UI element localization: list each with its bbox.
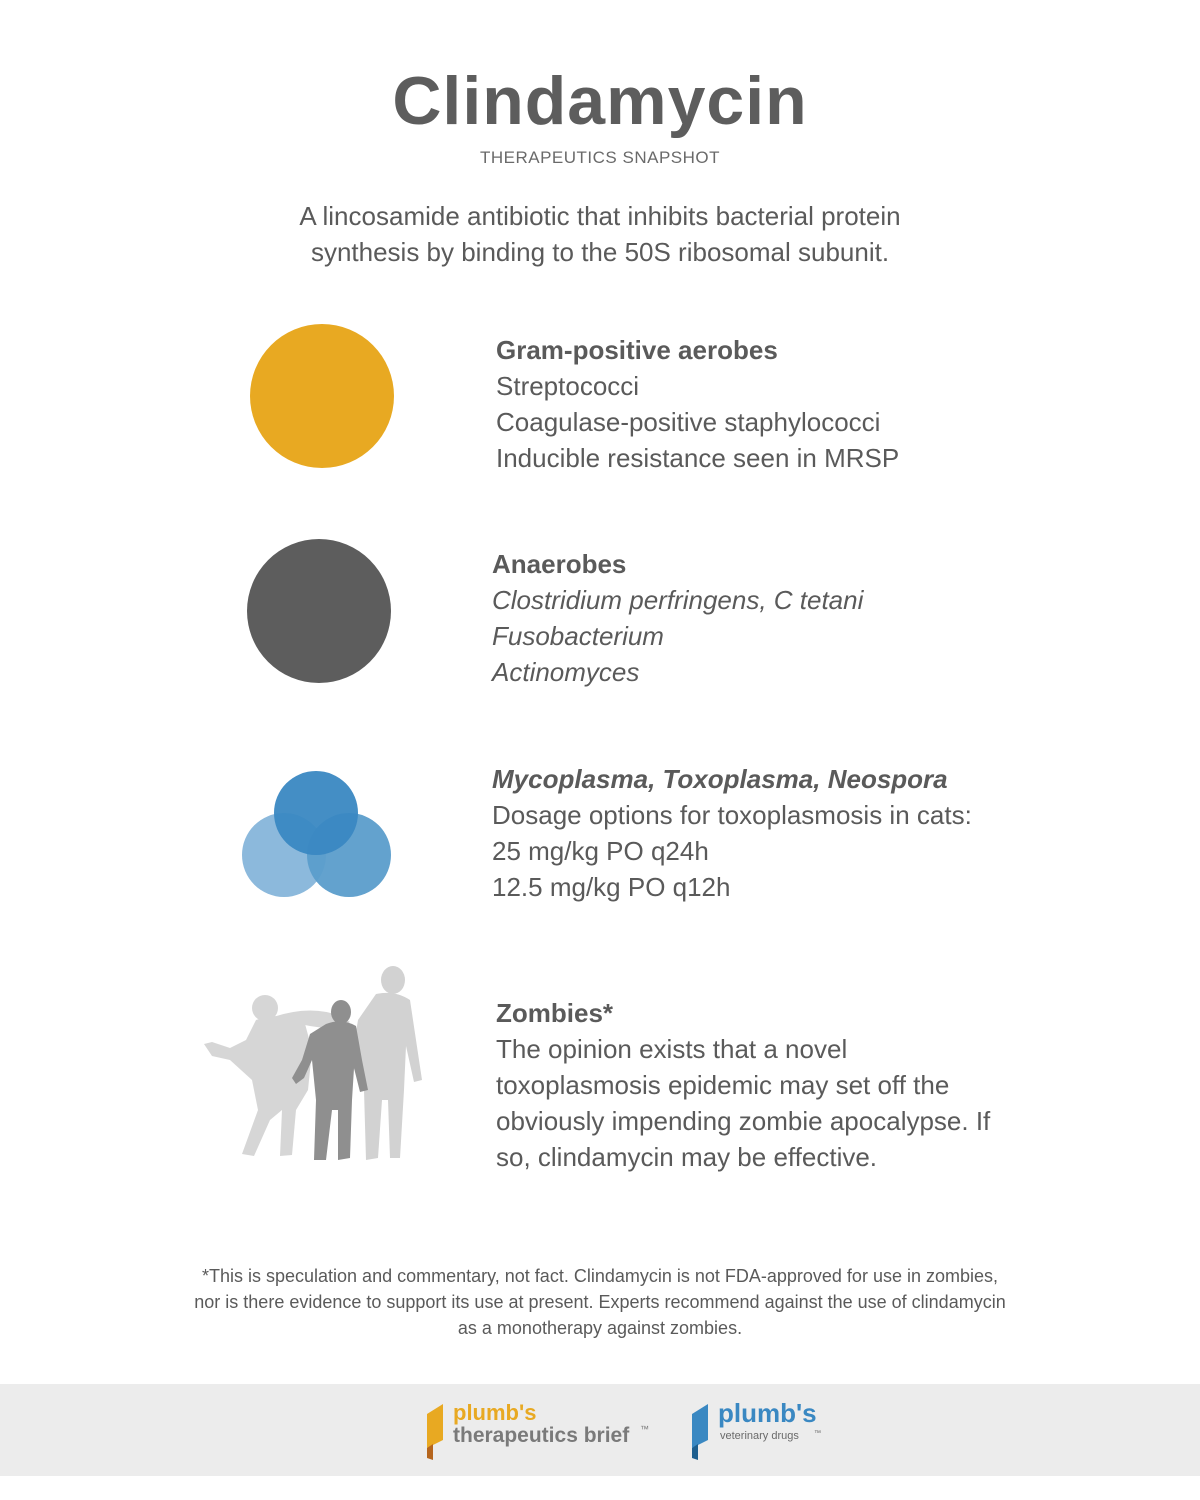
page-subtitle: THERAPEUTICS SNAPSHOT	[479, 148, 721, 167]
logo1-word2: therapeutics brief	[453, 1424, 630, 1447]
logo-mark-icon	[425, 1400, 445, 1460]
section-heading: Zombies*	[496, 998, 614, 1028]
logo2-word2: veterinary drugs	[720, 1430, 799, 1442]
section-line: Streptococci	[496, 371, 640, 401]
section-protozoa	[492, 761, 972, 905]
section-line: Actinomyces	[492, 657, 640, 687]
section-zombies	[496, 995, 990, 1175]
section-heading: Mycoplasma, Toxoplasma, Neospora	[492, 764, 948, 794]
section-line: 12.5 mg/kg PO q12h	[492, 872, 731, 902]
gray-circle-icon	[246, 538, 392, 684]
section-line: toxoplasmosis epidemic may set off the	[496, 1070, 950, 1100]
intro-text	[230, 198, 970, 270]
section-heading: Gram-positive aerobes	[496, 335, 778, 365]
section-line: so, clindamycin may be effective.	[496, 1142, 878, 1172]
section-line: Dosage options for toxoplasmosis in cats:	[492, 800, 972, 830]
section-anaerobes	[492, 546, 863, 690]
section-gram-positive	[496, 332, 899, 476]
intro-line: synthesis by binding to the 50S ribosomal subunit.	[310, 237, 890, 267]
footnote-line: as a monotherapy against zombies.	[457, 1318, 743, 1338]
footer-bar	[0, 1384, 1200, 1476]
footnote-line: *This is speculation and commentary, not fact. Clindamycin is not FDA-approved for use in zombies,	[201, 1266, 999, 1286]
zombies-icon	[200, 960, 430, 1175]
logo-mark-icon	[690, 1400, 710, 1460]
section-line: Coagulase-positive staphylococci	[496, 407, 881, 437]
section-line: obviously impending zombie apocalypse. If	[496, 1106, 991, 1136]
page-title: Clindamycin	[392, 63, 808, 139]
section-line: The opinion exists that a novel	[496, 1034, 848, 1064]
footnote-line: nor is there evidence to support its use at present. Experts recommend against the use of clindamycin	[194, 1292, 1006, 1312]
plumbs-therapeutics-brief-logo[interactable]	[425, 1400, 655, 1460]
section-line: Fusobacterium	[492, 621, 664, 651]
gold-circle-icon	[249, 323, 395, 469]
plumbs-veterinary-drugs-logo[interactable]	[690, 1400, 840, 1460]
section-line: Clostridium perfringens, C tetani	[492, 585, 864, 615]
intro-line: A lincosamide antibiotic that inhibits bacterial protein	[299, 201, 901, 231]
footnote	[100, 1263, 1100, 1341]
section-heading: Anaerobes	[492, 549, 627, 579]
overlapping-blue-circles-icon	[240, 770, 394, 900]
logo1-word1: plumb's	[453, 1400, 537, 1425]
logo1-tm: ™	[640, 1424, 649, 1434]
section-line: Inducible resistance seen in MRSP	[496, 443, 900, 473]
logo2-tm: ™	[814, 1430, 821, 1437]
logo2-word1: plumb's	[718, 1398, 817, 1428]
section-line: 25 mg/kg PO q24h	[492, 836, 709, 866]
